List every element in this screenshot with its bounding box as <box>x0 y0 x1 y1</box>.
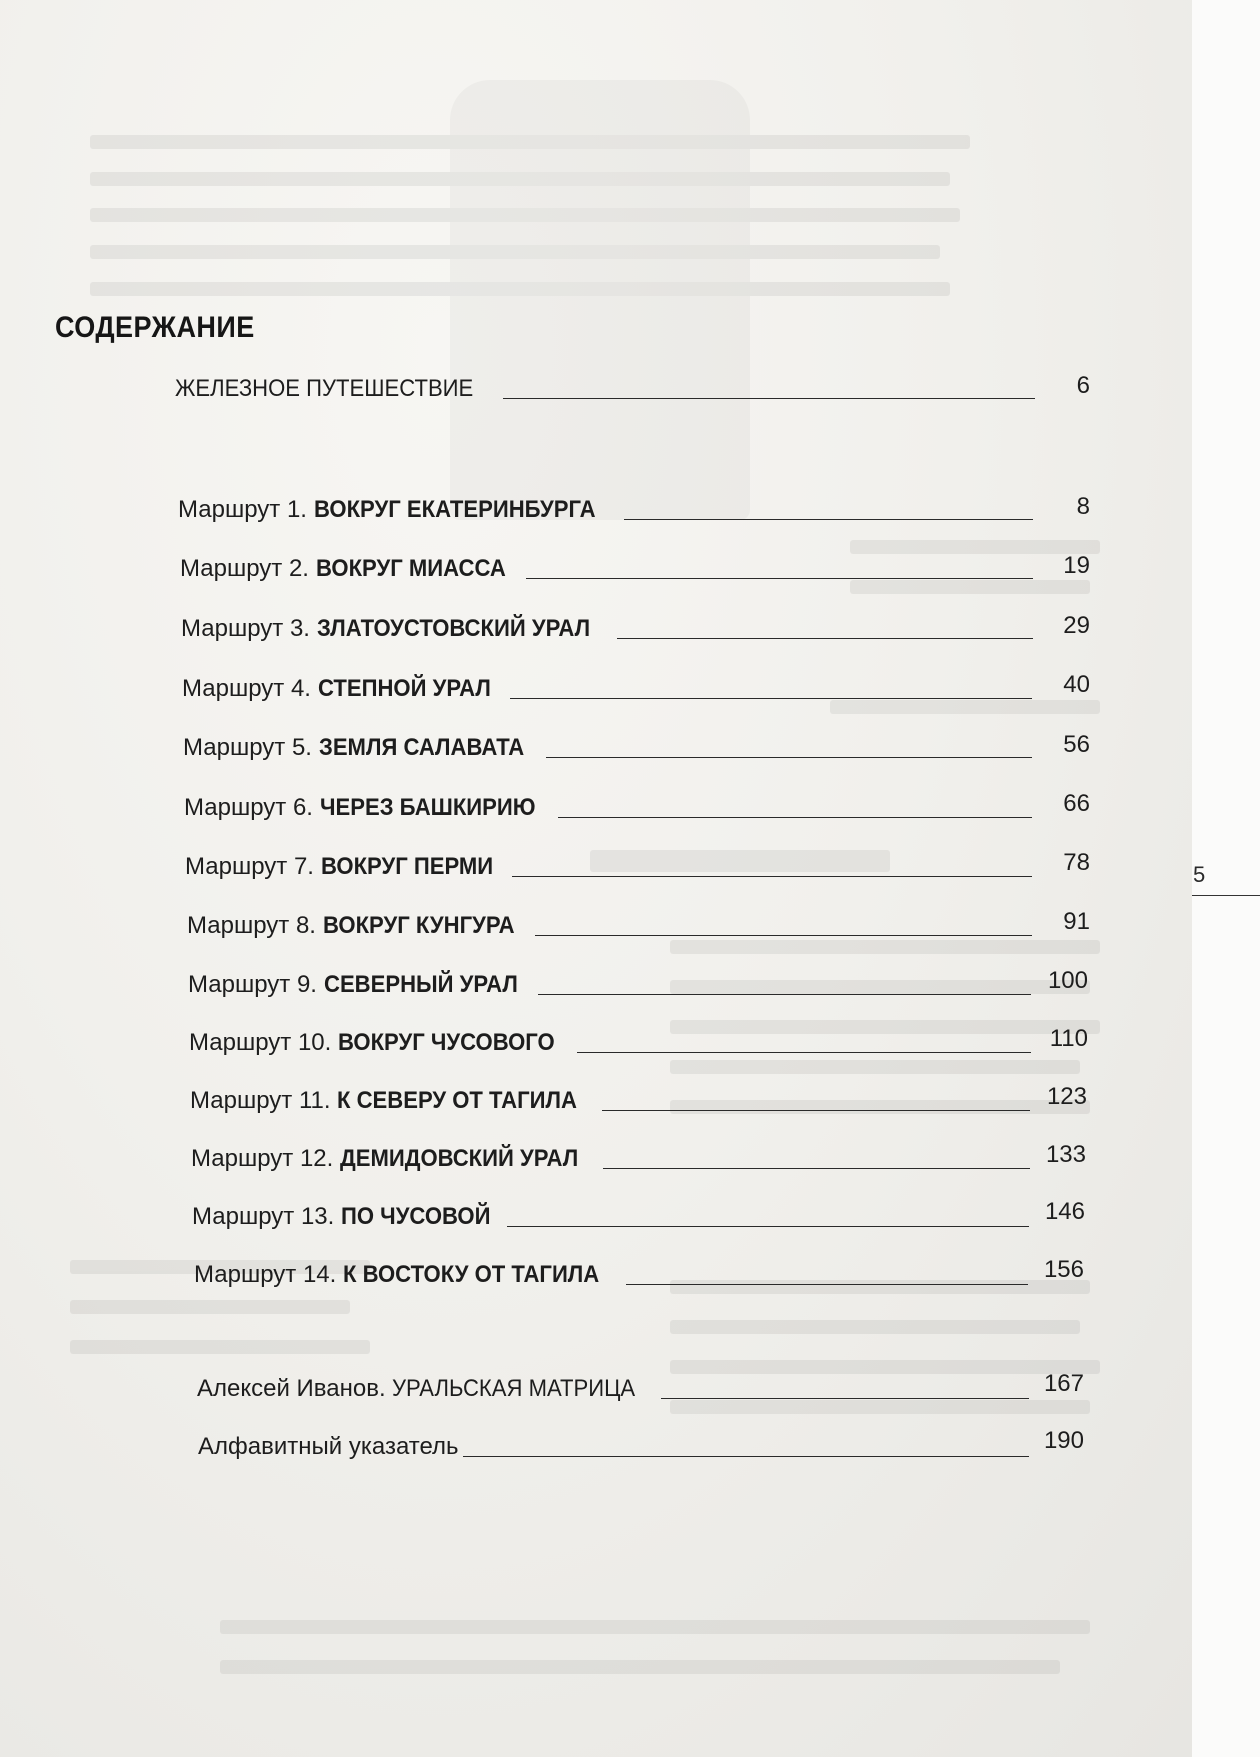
toc-entry <box>190 1082 1030 1116</box>
toc-entry-title: ЧЕРЕЗ БАШКИРИЮ <box>319 794 536 821</box>
toc-leader-line <box>507 1226 1029 1227</box>
toc-entry-title: УРАЛЬСКАЯ МАТРИЦА <box>392 1375 636 1402</box>
toc-leader-line <box>463 1456 1029 1457</box>
toc-entry <box>182 670 1032 704</box>
toc-entry-title: ВОКРУГ ПЕРМИ <box>320 853 493 880</box>
toc-entry-text <box>194 1260 626 1290</box>
toc-entry <box>191 1140 1030 1174</box>
toc-entry-text <box>178 495 624 525</box>
toc-entry-prefix: Маршрут 7. <box>185 853 321 880</box>
toc-entry-text <box>184 793 558 823</box>
toc-entry-title: СТЕПНОЙ УРАЛ <box>317 675 491 702</box>
toc-entry <box>181 610 1033 644</box>
toc-entry-text <box>188 970 538 1000</box>
toc-leader-line <box>510 698 1032 699</box>
toc-entry-text <box>185 852 512 882</box>
toc-entry-prefix: Маршрут 9. <box>188 971 324 998</box>
toc-entry-text <box>198 1432 463 1462</box>
toc-leader-line <box>577 1052 1031 1053</box>
toc-entry-prefix: Маршрут 13. <box>192 1203 341 1230</box>
toc-entry <box>183 729 1032 763</box>
toc-entry-title: ВОКРУГ МИАССА <box>315 555 506 582</box>
toc-entry <box>175 370 1035 404</box>
toc-page-number: 91 <box>1063 908 1090 935</box>
toc-entry-title: СЕВЕРНЫЙ УРАЛ <box>323 971 518 998</box>
toc-page-number: 6 <box>1076 372 1090 399</box>
toc-page-number: 167 <box>1043 1370 1084 1397</box>
toc-leader-line <box>512 876 1032 877</box>
toc-page-number: 133 <box>1045 1141 1086 1168</box>
toc-entry-prefix: Маршрут 11. <box>190 1087 338 1114</box>
toc-entry-prefix: Маршрут 6. <box>184 794 320 821</box>
toc-leader-line <box>538 994 1031 995</box>
toc-entry-text <box>197 1374 661 1404</box>
toc-page-number: 56 <box>1063 731 1090 758</box>
toc-leader-line <box>535 935 1032 936</box>
toc-entry <box>188 966 1031 1000</box>
toc-entry-text <box>175 374 503 404</box>
toc-page-number: 78 <box>1063 849 1090 876</box>
toc-page-number: 146 <box>1044 1198 1085 1225</box>
toc-entry-title: К СЕВЕРУ ОТ ТАГИЛА <box>337 1087 578 1114</box>
page-number: 5 <box>1193 862 1206 887</box>
toc-entry-prefix: Маршрут 14. <box>194 1261 343 1288</box>
toc-entry <box>189 1024 1031 1058</box>
toc-entry-title: ВОКРУГ КУНГУРА <box>322 912 515 939</box>
toc-entry-prefix: Маршрут 8. <box>187 912 323 939</box>
toc-entry-text <box>189 1028 577 1058</box>
toc-entry-text <box>187 911 535 941</box>
toc-page-number: 110 <box>1049 1025 1088 1052</box>
toc-page-number: 40 <box>1063 671 1090 698</box>
toc-entry <box>178 491 1033 525</box>
toc-leader-line <box>526 578 1033 579</box>
toc-entry-text <box>192 1202 507 1232</box>
toc-leader-line <box>558 817 1032 818</box>
toc-leader-line <box>602 1110 1030 1111</box>
toc-entry-prefix: Маршрут 3. <box>181 615 317 642</box>
toc-entry-title: ДЕМИДОВСКИЙ УРАЛ <box>339 1145 579 1172</box>
toc-leader-line <box>603 1168 1030 1169</box>
toc-entry-prefix: Маршрут 10. <box>189 1029 338 1056</box>
toc-entry-prefix: Алфавитный указатель <box>198 1433 459 1460</box>
toc-entry-text <box>182 674 510 704</box>
toc-entry <box>197 1370 1029 1404</box>
toc-entry <box>187 907 1032 941</box>
toc-leader-line <box>617 638 1033 639</box>
toc-entry <box>185 848 1032 882</box>
toc-entry-title: ЗЕМЛЯ САЛАВАТА <box>318 734 524 761</box>
toc-page-number: 29 <box>1063 612 1090 639</box>
toc-leader-line <box>661 1398 1029 1399</box>
toc-entry-title: ВОКРУГ ЕКАТЕРИНБУРГА <box>313 496 596 523</box>
toc-page-number: 100 <box>1047 967 1088 994</box>
toc-entry-text <box>180 554 526 584</box>
toc-entry-text <box>181 614 617 644</box>
toc-leader-line <box>626 1284 1028 1285</box>
toc-page-number: 8 <box>1076 493 1090 520</box>
toc-entry-title: ПО ЧУСОВОЙ <box>340 1203 491 1230</box>
toc-entry <box>194 1256 1028 1290</box>
toc-entry <box>180 550 1033 584</box>
toc-page-number: 156 <box>1043 1256 1084 1283</box>
toc-entry-text <box>183 733 546 763</box>
toc-page-number: 190 <box>1043 1427 1084 1454</box>
toc-entry-prefix: Алексей Иванов. <box>197 1375 393 1402</box>
toc-entry-title: ВОКРУГ ЧУСОВОГО <box>337 1029 555 1056</box>
toc-entry-title: ЖЕЛЕЗНОЕ ПУТЕШЕСТВИЕ <box>175 375 474 402</box>
toc-entry-prefix: Маршрут 12. <box>191 1145 340 1172</box>
toc-leader-line <box>546 757 1032 758</box>
page-number-rule <box>1192 895 1260 896</box>
toc-entry-text <box>190 1086 602 1116</box>
toc-page-number: 19 <box>1063 552 1090 579</box>
toc-leader-line <box>624 519 1033 520</box>
toc-heading: СОДЕРЖАНИЕ <box>55 311 255 344</box>
toc-entry <box>192 1198 1029 1232</box>
toc-entry-prefix: Маршрут 4. <box>182 675 318 702</box>
toc-page-number: 66 <box>1063 790 1090 817</box>
toc-entry-title: ЗЛАТОУСТОВСКИЙ УРАЛ <box>316 615 590 642</box>
toc-leader-line <box>503 398 1035 399</box>
toc-entry-prefix: Маршрут 2. <box>180 555 316 582</box>
toc-entry-prefix: Маршрут 1. <box>178 496 314 523</box>
toc-page-number: 123 <box>1046 1083 1087 1110</box>
toc-entry-text <box>191 1144 603 1174</box>
toc-entry <box>184 789 1032 823</box>
toc-entry-prefix: Маршрут 5. <box>183 734 319 761</box>
toc-entry <box>198 1428 1029 1462</box>
toc-entry-title: К ВОСТОКУ ОТ ТАГИЛА <box>342 1261 600 1288</box>
